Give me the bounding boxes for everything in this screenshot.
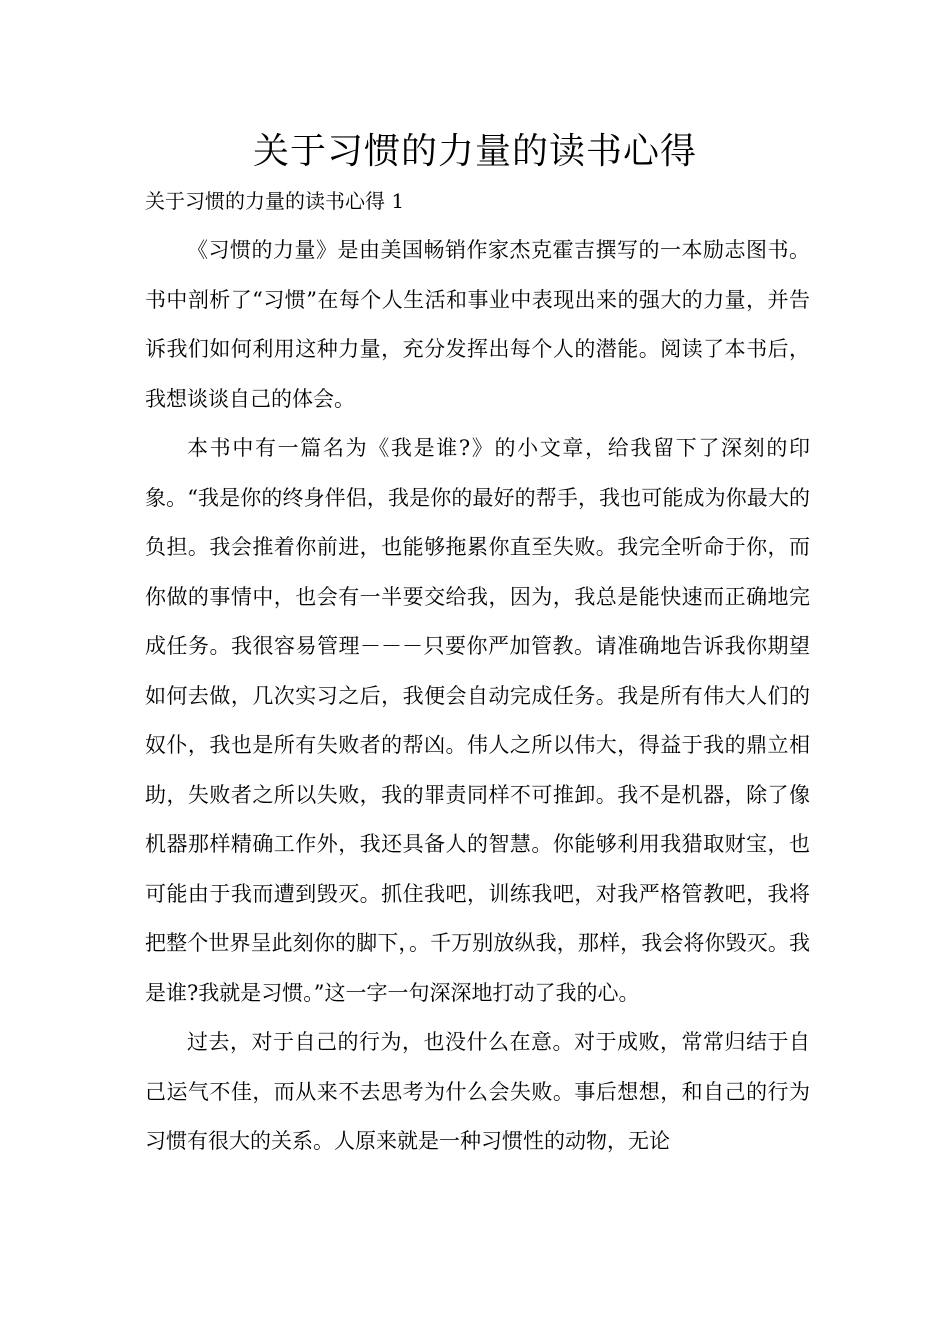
paragraph: 过去，对于自己的行为，也没什么在意。对于成败，常常归结于自己运气不佳，而从来不去思考为什么会失败。事后想想，和自己的行为习惯有很大的关系。人原来就是一种习惯性的动物，无论 (145, 1030, 810, 1153)
paragraph: 本书中有一篇名为《我是谁?》的小文章，给我留下了深刻的印象。“我是你的终身伴侣，我是你的最好的帮手，我也可能成为你最大的负担。我会推着你前进，也能够拖累你直至失败。我完全听命于你，而你做的事情中，也会有一半要交给我，因为，我总是能快速而正确地完成任务。我很容易管理－－－只要你严加管教。请准确地告诉我你期望如何去做，几次实习之后，我便会自动完成任务。我是所有伟大人们的奴仆，我也是所有失败者的帮凶。伟人之所以伟大，得益于我的鼎立相助，失败者之所以失败，我的罪责同样不可推卸。我不是机器，除了像机器那样精确工作外，我还具备人的智慧。你能够利用我猎取财宝，也可能由于我而遭到毁灭。抓住我吧，训练我吧，对我严格管教吧，我将把整个世界呈此刻你的脚下，。千万别放纵我，那样，我会将你毁灭。我是谁?我就是习惯。”这一字一句深深地打动了我的心。 (145, 436, 810, 1005)
section-heading: 关于习惯的力量的读书心得 1 (145, 189, 405, 213)
paragraph: 《习惯的力量》是由美国畅销作家杰克霍吉撰写的一本励志图书。书中剖析了“习惯”在每个人生活和事业中表现出来的强大的力量，并告诉我们如何利用这种力量，充分发挥出每个人的潜能。阅读了本书后，我想谈谈自己的体会。 (145, 238, 810, 411)
document-title: 关于习惯的力量的读书心得 (252, 131, 697, 172)
document-body (145, 226, 810, 1167)
